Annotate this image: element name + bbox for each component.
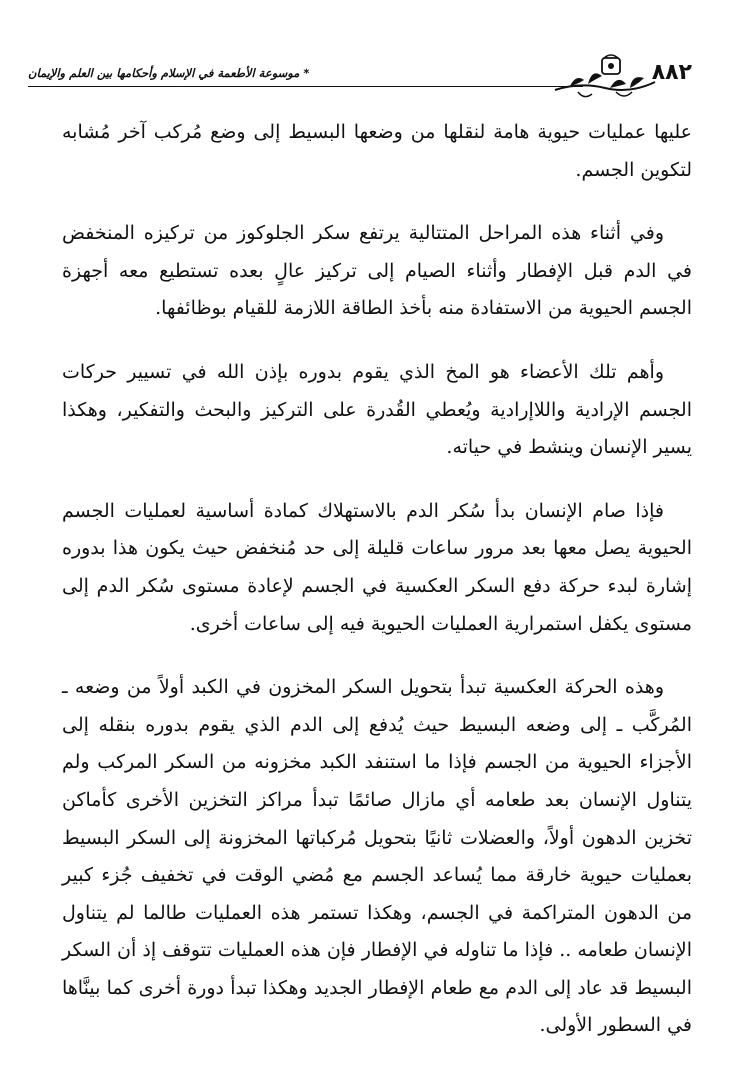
paragraph: فإذا صام الإنسان بدأ سُكر الدم بالاستهلاك كمادة أساسية لعمليات الجسم الحيوية يصل معها بعد مرور ساعات قليلة إلى حد مُنخفض حيث يكون هذا بدوره إشارة لبدء حركة دفع السكر العكسية في الجسم لإعادة مستوى سُكر الدم إلى مستوى يكفل استمرارية العمليات الحيوية فيه إلى ساعات أخرى. <box>62 499 692 635</box>
paragraph: وهذه الحركة العكسية تبدأ بتحويل السكر المخزون في الكبد أولاً من وضعه ـ المُركَّب ـ إلى وضعه البسيط حيث يُدفع إلى الدم الذي يقوم بدوره بنقله إلى الأجزاء الحيوية من الجسم فإذا ما استنفد الكبد مخزونه من السكر المركب ولم يتناول الإنسان بعد طعامه أي مازال صائمًا تبدأ مراكز التخزين الأخرى كأماكن تخزين الدهون أولاً، والعضلات ثانيًا بتحويل مُركباتها المخزونة إلى السكر البسيط بعمليات حيوية خارقة مما يُساعد الجسم مع مُضي الوقت في تخفيف جُزء كبير من الدهون المتراكمة في الجسم، وهكذا تستمر هذه العمليات طالما لم يتناول الإنسان طعامه .. فإذا ما تناوله في الإفطار فإن هذه العمليات تتوقف إذ أن السكر البسيط قد عاد إلى الدم مع طعام الإفطار الجديد وهكذا تبدأ دورة أخرى كما بينَّاها في السطور الأولى. <box>62 676 692 1037</box>
page-number: ٨٨٢ <box>651 60 692 85</box>
header-rule <box>28 86 583 87</box>
running-title: * موسوعة الأطعمة في الإسلام وأحكامها بين العلم والإيمان <box>28 66 310 80</box>
floral-ornament-icon <box>550 52 660 100</box>
paragraph: وفي أثناء هذه المراحل المتتالية يرتفع سكر الجلوكوز من تركيزه المنخفض في الدم قبل الإفطار وأثناء الصيام إلى تركيز عالٍ بعده تستطيع معه أجهزة الجسم الحيوية من الاستفادة منه بأخذ الطاقة اللازمة للقيام بوظائفها. <box>62 222 692 320</box>
page-header <box>28 52 700 104</box>
body-text <box>62 114 692 1071</box>
paragraph: عليها عمليات حيوية هامة لنقلها من وضعها البسيط إلى وضع مُركب آخر مُشابه لتكوين الجسم. <box>62 121 692 181</box>
paragraph: وأهم تلك الأعضاء هو المخ الذي يقوم بدوره بإذن الله في تسيير حركات الجسم الإرادية واللاإرادية ويُعطي القُدرة على التركيز والبحث والتفكير، وهكذا يسير الإنسان وينشط في حياته. <box>62 360 692 459</box>
